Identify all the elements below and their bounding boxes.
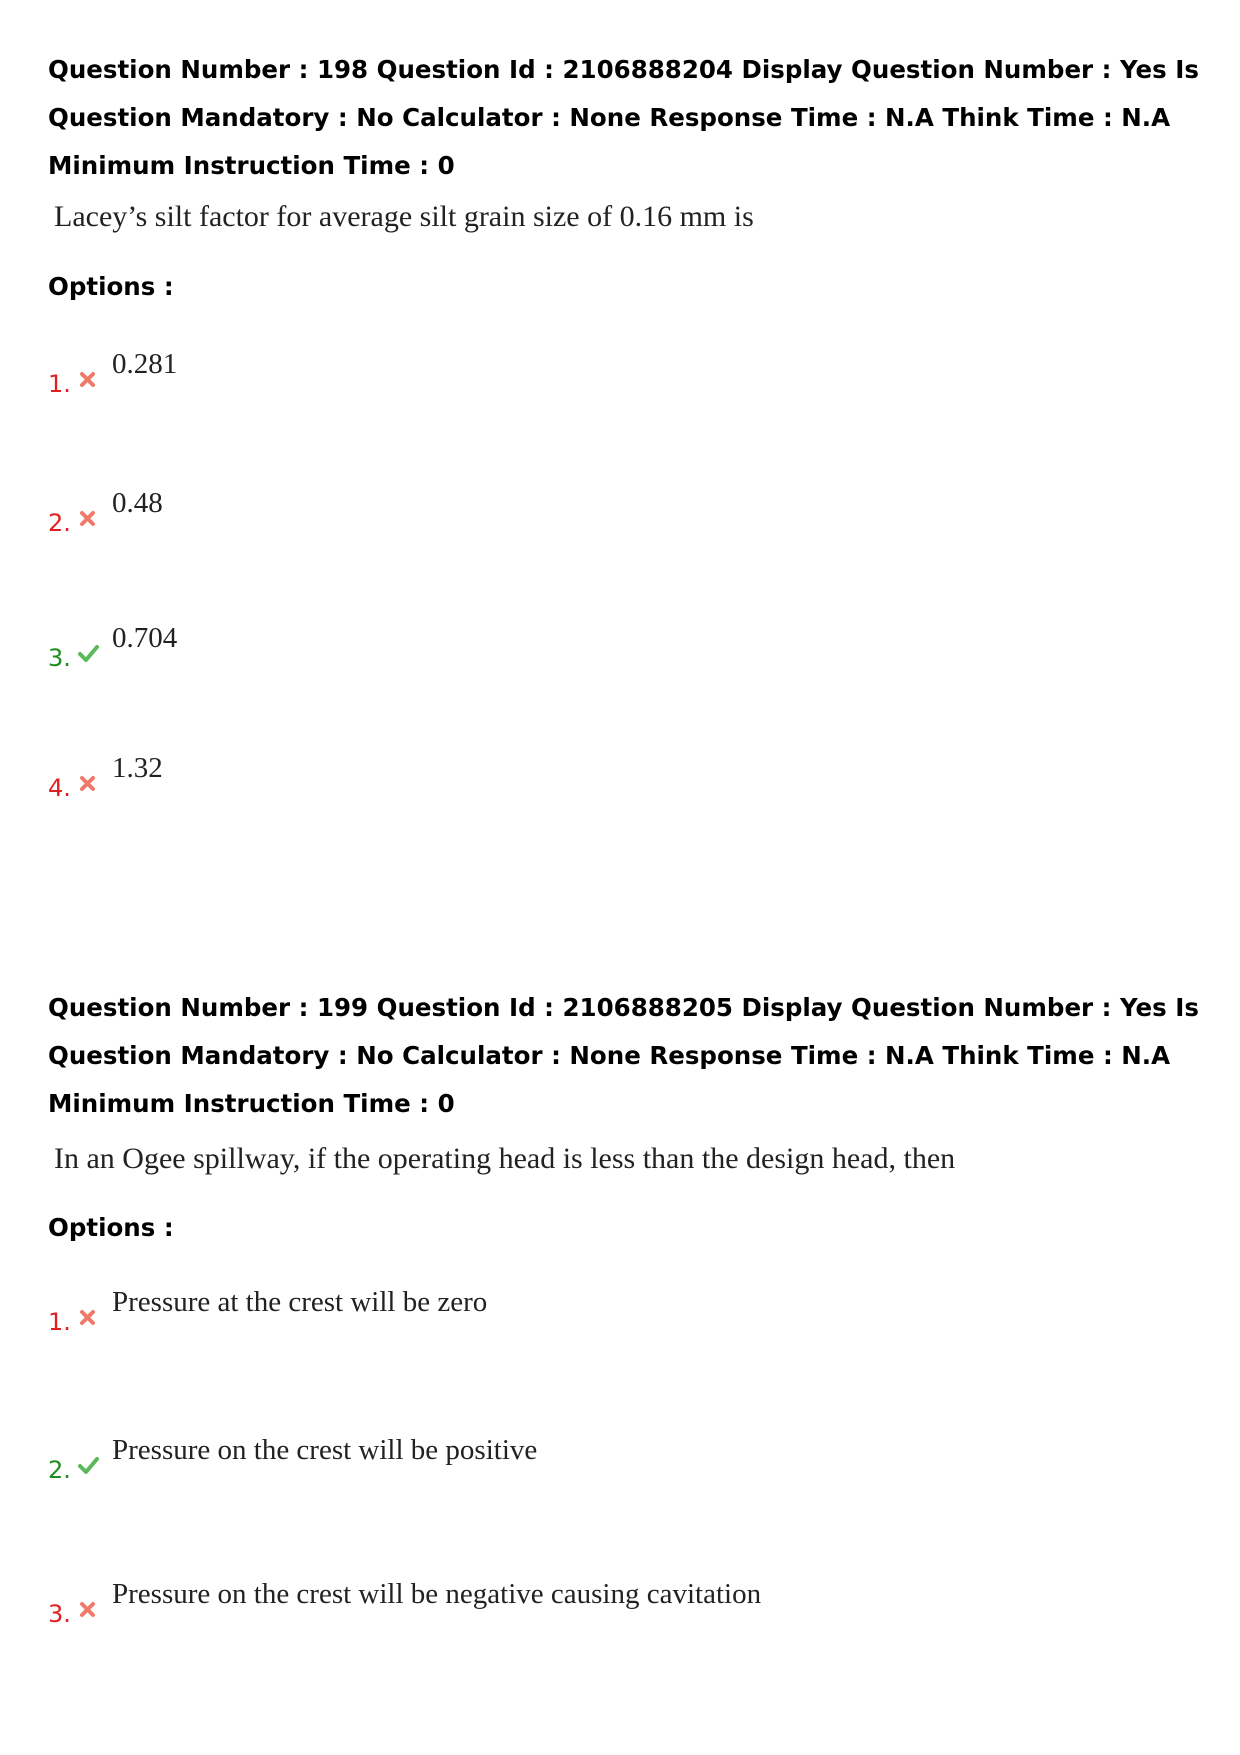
cross-icon	[77, 772, 99, 794]
option-1[interactable]	[48, 348, 1148, 408]
options-label: Options :	[48, 1213, 174, 1242]
options-label: Options :	[48, 272, 174, 301]
question-header: Question Number : 198 Question Id : 2106888204 Display Question Number : Yes Is Question Mandatory : No Calculator : None Response Time : N.A Think Time : N.A Minimum Instruction Time : 0	[48, 55, 1199, 180]
option-text: 0.704	[112, 622, 178, 654]
option-number: 2.	[48, 509, 71, 537]
question-text: In an Ogee spillway, if the operating head is less than the design head, then	[54, 1142, 956, 1175]
option-number: 3.	[48, 644, 71, 672]
option-text: 0.48	[112, 487, 163, 519]
option-text: Pressure at the crest will be zero	[112, 1286, 488, 1318]
option-text: Pressure on the crest will be positive	[112, 1434, 538, 1466]
check-icon	[77, 642, 99, 664]
check-icon	[77, 1454, 99, 1476]
option-number: 2.	[48, 1456, 71, 1484]
option-2[interactable]	[48, 487, 1148, 547]
cross-icon	[77, 1598, 99, 1620]
option-3[interactable]	[48, 622, 1148, 682]
question-block-198	[48, 32, 1208, 892]
cross-icon	[77, 1306, 99, 1328]
option-text: Pressure on the crest will be negative causing cavitation	[112, 1578, 762, 1610]
question-block-199	[48, 970, 1208, 1690]
option-3[interactable]	[48, 1578, 1148, 1638]
option-number: 3.	[48, 1600, 71, 1628]
option-number: 4.	[48, 774, 71, 802]
option-2[interactable]	[48, 1434, 1148, 1494]
option-number: 1.	[48, 1308, 71, 1336]
question-header: Question Number : 199 Question Id : 2106888205 Display Question Number : Yes Is Question Mandatory : No Calculator : None Response Time : N.A Think Time : N.A Minimum Instruction Time : 0	[48, 993, 1199, 1118]
option-1[interactable]	[48, 1286, 1148, 1346]
option-text: 1.32	[112, 752, 163, 784]
cross-icon	[77, 368, 99, 390]
option-4[interactable]	[48, 752, 1148, 812]
cross-icon	[77, 507, 99, 529]
option-number: 1.	[48, 370, 71, 398]
question-text: Lacey’s silt factor for average silt grain size of 0.16 mm is	[54, 200, 754, 233]
option-text: 0.281	[112, 348, 178, 380]
